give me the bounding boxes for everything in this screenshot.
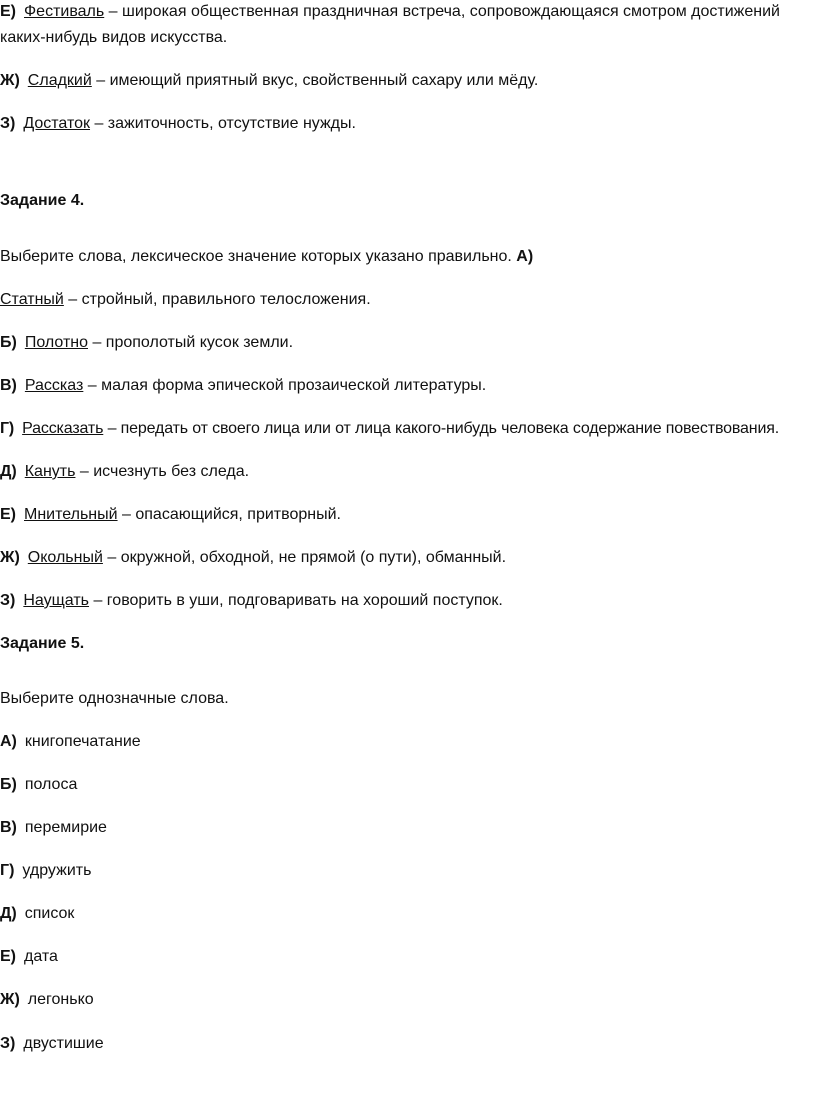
item-word: двустишие bbox=[23, 1035, 104, 1052]
item-definition: – стройный, правильного телосложения. bbox=[63, 291, 371, 308]
item-term: Полотно bbox=[24, 334, 88, 351]
item-letter: Б) bbox=[0, 776, 17, 793]
task4-item-z bbox=[0, 591, 503, 611]
task4-item-d bbox=[0, 462, 249, 482]
item-letter: Ж) bbox=[0, 72, 20, 89]
item-word: перемирие bbox=[24, 819, 107, 836]
item-letter: В) bbox=[0, 819, 17, 836]
task4-item-zh bbox=[0, 548, 506, 568]
item-term: Мнительный bbox=[24, 506, 118, 523]
item-definition: – говорить в уши, подговаривать на хороший поступок. bbox=[89, 592, 503, 609]
task5-item-v bbox=[0, 818, 107, 838]
item-letter: А) bbox=[516, 248, 534, 265]
task5-item-e bbox=[0, 947, 58, 967]
item-term: Фестиваль bbox=[24, 3, 105, 20]
task4-heading: Задание 4. bbox=[0, 192, 85, 209]
item-letter: Е) bbox=[0, 3, 16, 20]
prev-item-e-continuation: каких-нибудь видов искусства. bbox=[0, 29, 228, 46]
task4-item-b bbox=[0, 333, 293, 353]
item-definition: – прополотый кусок земли. bbox=[88, 334, 294, 351]
item-term: Статный bbox=[0, 291, 64, 308]
item-letter: Ж) bbox=[0, 991, 20, 1008]
item-word: список bbox=[24, 905, 75, 922]
item-definition: – передать от своего лица или от лица какого-нибудь человека содержание повествования. bbox=[103, 420, 780, 437]
item-word: легонько bbox=[27, 991, 94, 1008]
item-definition: – зажиточность, отсутствие нужды. bbox=[90, 115, 356, 132]
prev-item-zh bbox=[0, 71, 538, 91]
instruction-text: Выберите слова, лексическое значение которых указано правильно. bbox=[0, 248, 517, 265]
item-definition: – исчезнуть без следа. bbox=[75, 463, 250, 480]
task5-item-zh bbox=[0, 990, 94, 1010]
item-letter: З) bbox=[0, 115, 16, 132]
task5-heading: Задание 5. bbox=[0, 635, 85, 652]
item-term: Достаток bbox=[23, 115, 91, 132]
item-letter: Ж) bbox=[0, 549, 20, 566]
item-definition: – опасающийся, притворный. bbox=[117, 506, 341, 523]
item-letter: В) bbox=[0, 377, 17, 394]
item-letter: А) bbox=[0, 733, 17, 750]
item-letter: Г) bbox=[0, 862, 15, 879]
task5-item-a bbox=[0, 732, 141, 752]
item-term: Рассказ bbox=[24, 377, 84, 394]
item-word: удружить bbox=[22, 862, 92, 879]
item-definition: – малая форма эпической прозаической литературы. bbox=[83, 377, 487, 394]
prev-item-e bbox=[0, 2, 780, 22]
item-word: дата bbox=[24, 948, 58, 965]
item-letter: Е) bbox=[0, 948, 16, 965]
item-letter: З) bbox=[0, 592, 16, 609]
item-letter: Д) bbox=[0, 463, 17, 480]
task5-item-d bbox=[0, 904, 74, 924]
item-word: полоса bbox=[24, 776, 78, 793]
item-term: Сладкий bbox=[27, 72, 92, 89]
item-term: Кануть bbox=[24, 463, 76, 480]
task4-item-e bbox=[0, 505, 341, 525]
task4-instruction bbox=[0, 247, 533, 267]
prev-item-z bbox=[0, 114, 356, 134]
item-term: Рассказать bbox=[22, 420, 104, 437]
item-letter: Е) bbox=[0, 506, 16, 523]
task5-item-b bbox=[0, 775, 77, 795]
item-term: Наущать bbox=[23, 592, 90, 609]
item-term: Окольный bbox=[27, 549, 103, 566]
item-letter: Г) bbox=[0, 420, 15, 437]
item-letter: Б) bbox=[0, 334, 17, 351]
task5-item-g bbox=[0, 861, 91, 881]
item-definition: – широкая общественная праздничная встреча, сопровождающаяся смотром достижений bbox=[104, 3, 780, 20]
task4-item-v bbox=[0, 376, 486, 396]
item-definition: – имеющий приятный вкус, свойственный сахару или мёду. bbox=[91, 72, 539, 89]
item-letter: Д) bbox=[0, 905, 17, 922]
item-letter: З) bbox=[0, 1035, 16, 1052]
task4-item-a bbox=[0, 290, 371, 310]
task5-item-z bbox=[0, 1034, 104, 1054]
task5-instruction: Выберите однозначные слова. bbox=[0, 690, 229, 707]
item-word: книгопечатание bbox=[24, 733, 141, 750]
task4-item-g bbox=[0, 419, 779, 439]
item-definition: – окружной, обходной, не прямой (о пути), обманный. bbox=[102, 549, 507, 566]
